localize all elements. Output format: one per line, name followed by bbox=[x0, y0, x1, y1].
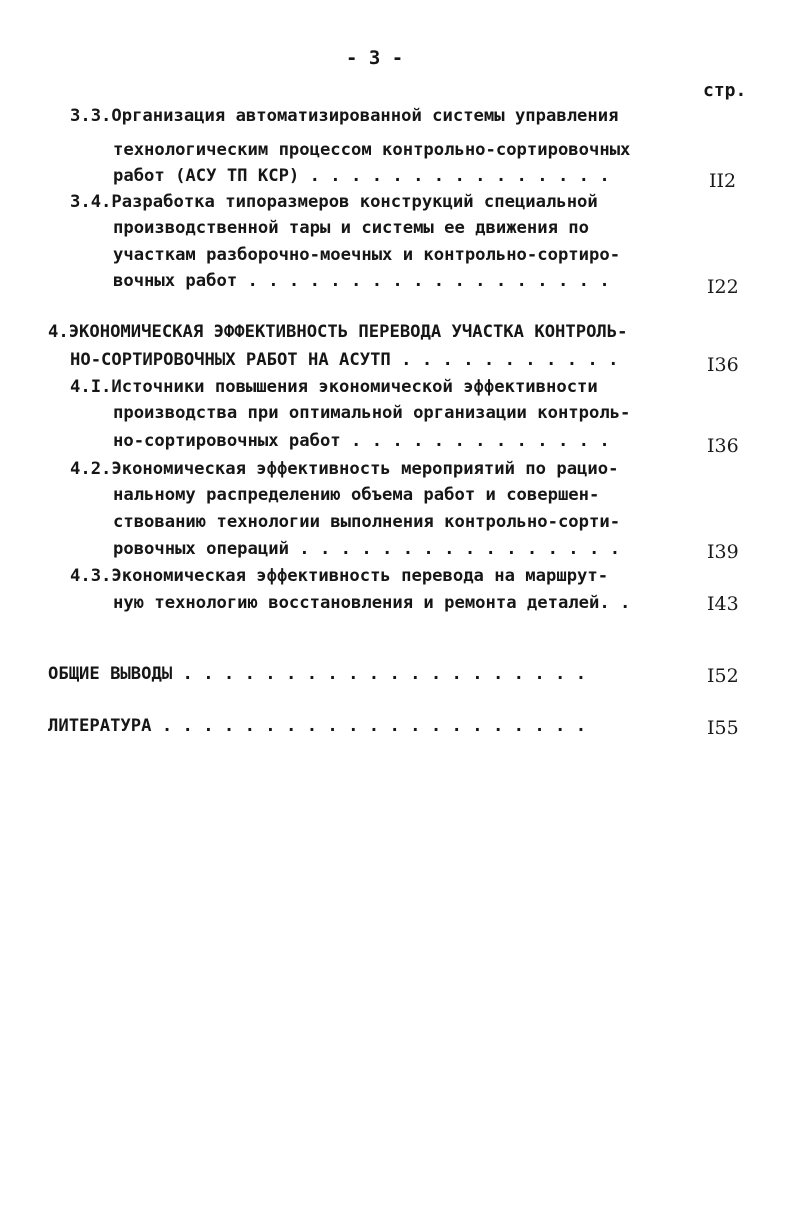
toc-entry-line: 4.2.Экономическая эффективность мероприятий по рацио- bbox=[70, 459, 619, 479]
toc-page-number: I36 bbox=[707, 435, 739, 457]
page-number: - 3 - bbox=[346, 47, 404, 69]
toc-entry-line: НО-СОРТИРОВОЧНЫХ РАБОТ НА АСУТП . . . . . . . . . . . bbox=[70, 350, 619, 370]
toc-entry-line: ЛИТЕРАТУРА . . . . . . . . . . . . . . . . . . . . . bbox=[48, 716, 587, 736]
toc-entry-line: производства при оптимальной организации контроль- bbox=[113, 403, 631, 423]
toc-page-number: II2 bbox=[709, 170, 737, 192]
toc-entry-line: 4.3.Экономическая эффективность перевода на маршрут- bbox=[70, 566, 609, 586]
toc-entry-line: производственной тары и системы ее движения по bbox=[113, 218, 589, 238]
toc-entry-line: 3.4.Разработка типоразмеров конструкций специальной bbox=[70, 192, 598, 212]
toc-entry-line: 4.I.Источники повышения экономической эффективности bbox=[70, 377, 598, 397]
toc-entry-line: ствованию технологии выполнения контрольно-сорти- bbox=[113, 512, 621, 532]
toc-page-number: I36 bbox=[707, 354, 739, 376]
toc-entry-line: нальному распределению объема работ и совершен- bbox=[113, 485, 600, 505]
toc-entry-line: технологическим процессом контрольно-сортировочных bbox=[113, 140, 631, 160]
page-column-header: стр. bbox=[703, 80, 747, 101]
toc-page-number: I39 bbox=[707, 541, 739, 563]
toc-entry-line: но-сортировочных работ . . . . . . . . . . . . . bbox=[113, 431, 610, 451]
toc-entry-line: работ (АСУ ТП КСР) . . . . . . . . . . . . . . . bbox=[113, 166, 610, 186]
toc-entry-line: ОБЩИЕ ВЫВОДЫ . . . . . . . . . . . . . . . . . . . . bbox=[48, 664, 587, 684]
toc-entry-line: 3.3.Организация автоматизированной системы управления bbox=[70, 106, 619, 126]
toc-page-number: I52 bbox=[707, 665, 739, 687]
toc-entry-line: ровочных операций . . . . . . . . . . . . . . . . bbox=[113, 539, 621, 559]
toc-entry-line: ную технологию восстановления и ремонта деталей. . bbox=[113, 593, 631, 613]
toc-entry-line: 4.ЭКОНОМИЧЕСКАЯ ЭФФЕКТИВНОСТЬ ПЕРЕВОДА УЧАСТКА КОНТРОЛЬ- bbox=[48, 322, 628, 342]
toc-page-number: I43 bbox=[707, 593, 739, 615]
toc-page-number: I55 bbox=[707, 717, 739, 739]
toc-entry-line: участкам разборочно-моечных и контрольно-сортиро- bbox=[113, 245, 621, 265]
toc-page-number: I22 bbox=[707, 276, 739, 298]
toc-entry-line: вочных работ . . . . . . . . . . . . . . . . . . bbox=[113, 271, 610, 291]
